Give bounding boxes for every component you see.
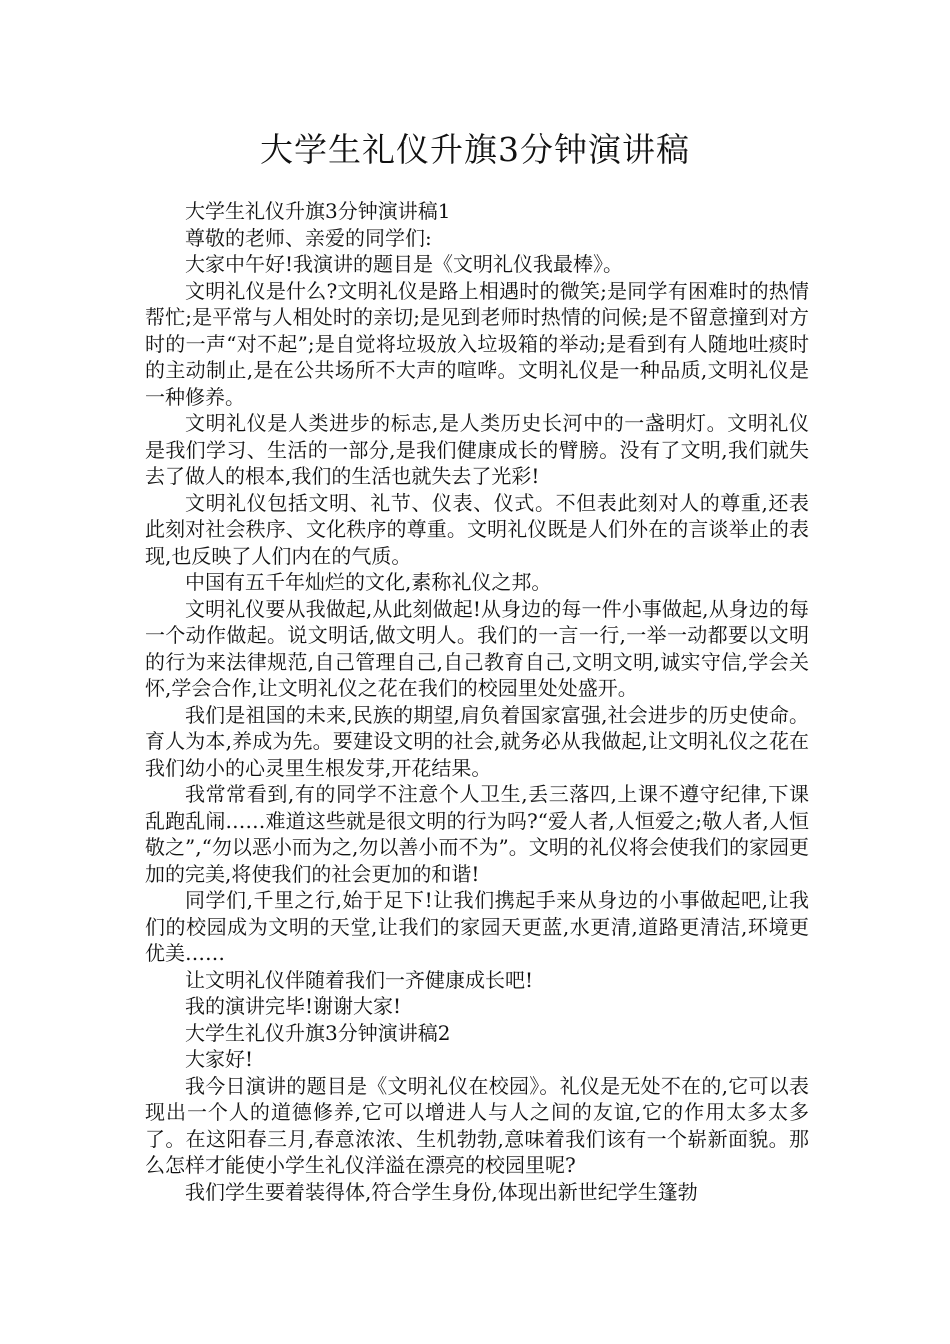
paragraph: 文明礼仪是人类进步的标志,是人类历史长河中的一盏明灯。文明礼仪是我们学习、生活的一部分,是我们健康成长的臂膀。没有了文明,我们就失去了做人的根本,我们的生活也就失去了光彩! [145, 411, 809, 488]
paragraph: 我们学生要着装得体,符合学生身份,体现出新世纪学生篷勃 [185, 1179, 698, 1204]
paragraph: 尊敬的老师、亲爱的同学们: [185, 225, 432, 250]
paragraph: 大家好! [185, 1047, 254, 1071]
paragraph: 我今日演讲的题目是《文明礼仪在校园》。礼仪是无处不在的,它可以表现出一个人的道德修养,它可以增进人与人之间的友谊,它的作用太多太多了。在这阳春三月,春意浓浓、生机勃勃,意味着我们该有一个崭新面貌。那么怎样才能使小学生礼仪洋溢在漂亮的校园里呢? [145, 1073, 809, 1177]
paragraph: 我们是祖国的未来,民族的期望,肩负着国家富强,社会进步的历史使命。育人为本,养成为先。要建设文明的社会,就务必从我做起,让文明礼仪之花在我们幼小的心灵里生根发芽,开花结果。 [145, 702, 809, 780]
paragraph: 我常常看到,有的同学不注意个人卫生,丢三落四,上课不遵守纪律,下课乱跑乱闹……难道这些就是很文明的行为吗?“爱人者,人恒爱之;敬人者,人恒敬之”,“勿以恶小而为之,勿以善小而不为”。文明的礼仪将会使我们的家园更加的完美,将使我们的社会更加的和谐! [145, 782, 809, 886]
document-title: 大学生礼仪升旗3分钟演讲稿 [260, 130, 690, 169]
paragraph: 我的演讲完毕!谢谢大家! [185, 994, 402, 1018]
paragraph: 中国有五千年灿烂的文化,素称礼仪之邦。 [185, 570, 552, 594]
paragraph: 文明礼仪要从我做起,从此刻做起!从身边的每一件小事做起,从身边的每一个动作做起。说文明话,做文明人。我们的一言一行,一举一动都要以文明的行为来法律规范,自己管理自己,自己教育自己,文明文明,诚实守信,学会关怀,学会合作,让文明礼仪之花在我们的校园里处处盛开。 [145, 596, 809, 700]
paragraph: 同学们,千里之行,始于足下!让我们携起手来从身边的小事做起吧,让我们的校园成为文明的天堂,让我们的家园天更蓝,水更清,道路更清洁,环境更优美…… [145, 888, 809, 965]
paragraph: 文明礼仪是什么?文明礼仪是路上相遇时的微笑;是同学有困难时的热情帮忙;是平常与人相处时的亲切;是见到老师时热情的问候;是不留意撞到对方时的一声“对不起”;是自觉将垃圾放入垃圾箱的举动;是看到有人随地吐痰时的主动制止,是在公共场所不大声的喧哗。文明礼仪是一种品质,文明礼仪是一种修养。 [145, 278, 809, 409]
paragraph: 大家中午好!我演讲的题目是《文明礼仪我最棒》。 [185, 252, 624, 276]
paragraph: 大学生礼仪升旗3分钟演讲稿2 [185, 1020, 451, 1045]
paragraph: 文明礼仪包括文明、礼节、仪表、仪式。不但表此刻对人的尊重,还表此刻对社会秩序、文化秩序的尊重。文明礼仪既是人们外在的言谈举止的表现,也反映了人们内在的气质。 [145, 490, 809, 568]
paragraph: 让文明礼仪伴随着我们一齐健康成长吧! [185, 967, 534, 992]
paragraph: 大学生礼仪升旗3分钟演讲稿1 [185, 199, 451, 223]
document-body [145, 198, 809, 1205]
